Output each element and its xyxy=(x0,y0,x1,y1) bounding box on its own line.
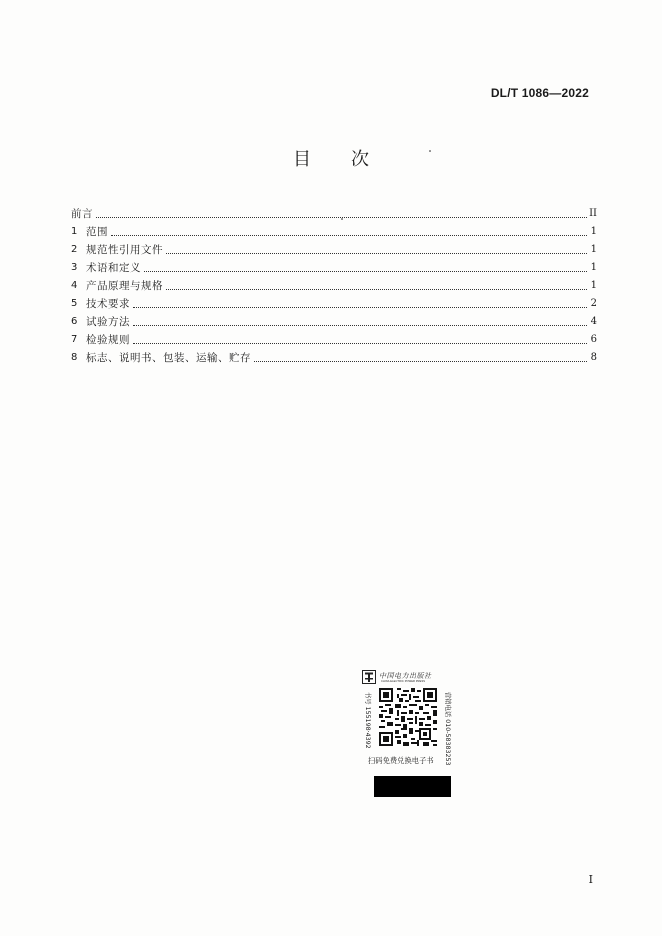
publisher-name-cn: 中国电力出版社 xyxy=(379,672,432,680)
toc-entry-label: 前言 xyxy=(71,208,93,220)
toc-entry-page: 1 xyxy=(590,226,597,237)
toc-entry-5[interactable] xyxy=(71,293,597,311)
toc-leader-dots xyxy=(133,324,587,326)
toc-entry-foreword[interactable] xyxy=(71,203,597,221)
toc-entry-number: 8 xyxy=(71,352,78,363)
toc-entry-4[interactable] xyxy=(71,275,597,293)
scan-speck xyxy=(341,218,343,220)
toc-entry-label: 规范性引用文件 xyxy=(86,244,163,256)
publisher-banner xyxy=(362,668,454,686)
toc-leader-dots xyxy=(133,306,587,308)
toc-entry-label: 检验规则 xyxy=(86,334,130,346)
toc-entry-label: 标志、说明书、包装、运输、贮存 xyxy=(86,352,251,364)
toc-entry-page: 1 xyxy=(590,280,597,291)
toc-leader-dots xyxy=(133,342,587,344)
toc-leader-dots xyxy=(166,288,587,290)
toc-leader-dots xyxy=(254,360,587,362)
toc-entry-page: 1 xyxy=(590,244,597,255)
qr-code-icon[interactable] xyxy=(379,688,437,746)
qr-promo-block xyxy=(362,668,454,800)
publisher-name-en: CHINA ELECTRIC POWER PRESS xyxy=(381,680,426,682)
toc-entry-page: 4 xyxy=(590,316,597,327)
toc-entry-6[interactable] xyxy=(71,311,597,329)
toc-entry-number: 5 xyxy=(71,298,78,309)
toc-entry-number: 1 xyxy=(71,226,78,237)
toc-entry-label: 产品原理与规格 xyxy=(86,280,163,292)
toc-entry-label: 范围 xyxy=(86,226,108,238)
toc-entry-number: 2 xyxy=(71,244,78,255)
toc-entry-label: 术语和定义 xyxy=(86,262,141,274)
page-number: I xyxy=(588,873,593,886)
toc-leader-dots xyxy=(144,270,587,272)
toc-entry-page: II xyxy=(589,208,597,219)
toc-entry-7[interactable] xyxy=(71,329,597,347)
toc-entry-label: 技术要求 xyxy=(86,298,130,310)
standard-code: DL/T 1086—2022 xyxy=(490,86,589,100)
toc-entry-page: 2 xyxy=(590,298,597,309)
scan-speck xyxy=(429,150,431,152)
toc-entry-page: 8 xyxy=(590,352,597,363)
page-title: 目次 xyxy=(293,149,409,170)
sales-phone: 营销电话 010-58383253 xyxy=(444,692,451,766)
toc-entry-1[interactable] xyxy=(71,221,597,239)
redaction-bar xyxy=(374,776,451,797)
toc-leader-dots xyxy=(166,252,587,254)
toc-entry-label: 试验方法 xyxy=(86,316,130,328)
toc-entry-number: 7 xyxy=(71,334,78,345)
publisher-name xyxy=(379,671,454,682)
toc-entry-number: 3 xyxy=(71,262,78,273)
publisher-logo-icon xyxy=(362,670,376,684)
toc-entry-8[interactable] xyxy=(71,347,597,365)
table-of-contents xyxy=(71,203,597,365)
toc-entry-2[interactable] xyxy=(71,239,597,257)
toc-entry-page: 6 xyxy=(590,334,597,345)
toc-entry-number: 6 xyxy=(71,316,78,327)
scan-caption: 扫码免费兑换电子书 xyxy=(368,756,434,765)
toc-entry-3[interactable] xyxy=(71,257,597,275)
toc-entry-number: 4 xyxy=(71,280,78,291)
book-number: 书号 155198·4392 xyxy=(364,692,371,749)
toc-leader-dots xyxy=(111,234,587,236)
toc-entry-page: 1 xyxy=(590,262,597,273)
